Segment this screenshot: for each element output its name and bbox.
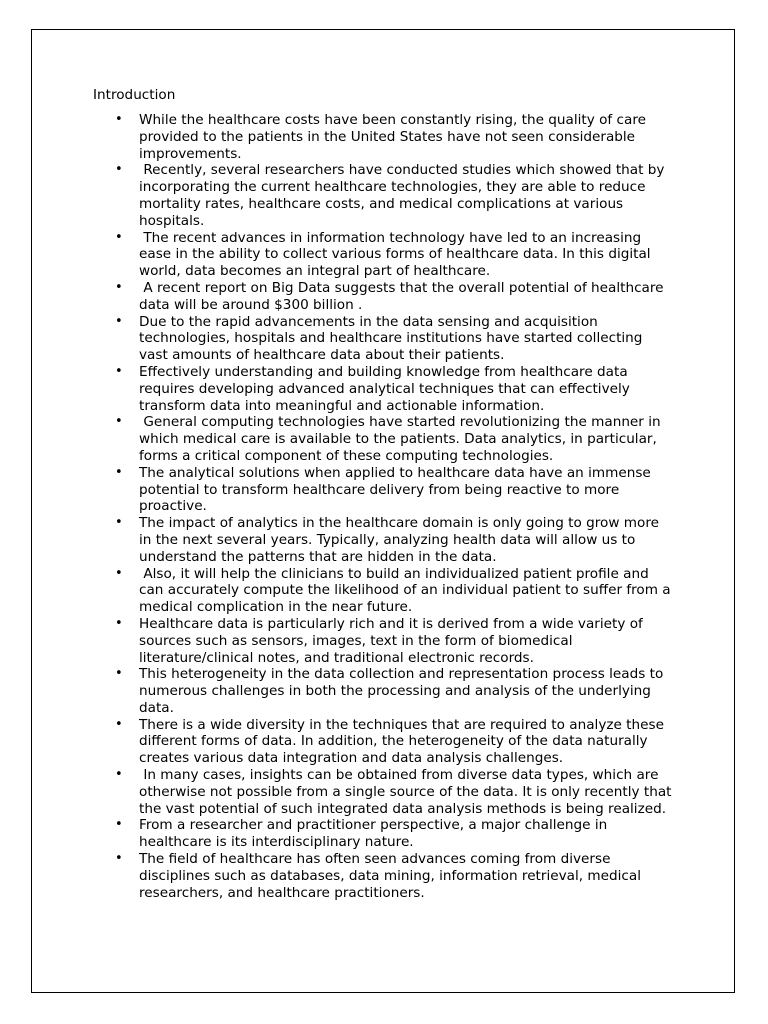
bullet-icon: • <box>115 615 123 631</box>
list-item-text: There is a wide diversity in the techniques that are required to analyze these different forms of data. In addition, the heterogeneity of the data naturally creates various data integration and data analysis challenges. <box>139 716 669 767</box>
list-item-text: A recent report on Big Data suggests that the overall potential of healthcare data will be around $300 billion . <box>139 279 668 313</box>
list-item <box>115 363 675 414</box>
list-item <box>115 515 675 565</box>
list-item <box>115 162 675 229</box>
list-item <box>115 817 675 851</box>
bullet-icon: • <box>115 817 123 833</box>
bullet-icon: • <box>115 363 123 379</box>
bullet-icon: • <box>115 414 123 430</box>
list-item <box>115 615 675 666</box>
list-item-text: The field of healthcare has often seen advances coming from diverse disciplines such as databases, data mining, information retrieval, medical researchers, and healthcare practitioners. <box>139 851 646 901</box>
bullet-icon: • <box>115 464 123 480</box>
list-item <box>115 565 675 616</box>
list-item-text: Effectively understanding and building knowledge from healthcare data requires developing advanced analytical techniques that can effectively transform data into meaningful and actionable information. <box>139 363 635 414</box>
bullet-icon: • <box>115 666 123 682</box>
list-item <box>115 112 675 162</box>
bullet-list <box>115 112 676 901</box>
list-item-text: The analytical solutions when applied to healthcare data have an immense potential to transform healthcare delivery from being reactive to more proactive. <box>139 464 656 515</box>
list-item-text: While the healthcare costs have been constantly rising, the quality of care provided to the patients in the United States have not seen considerable improvements. <box>139 112 651 162</box>
bullet-icon: • <box>115 515 123 531</box>
list-item-text: The impact of analytics in the healthcare domain is only going to grow more in the next several years. Typically, analyzing health data will allow us to understand the patterns that are hidden in the data. <box>139 515 664 565</box>
list-item-text: General computing technologies have started revolutionizing the manner in which medical care is available to the patients. Data analytics, in particular, forms a critical component of these computing technologies. <box>139 414 665 464</box>
list-item-text: Recently, several researchers have conducted studies which showed that by incorporating the current healthcare technologies, they are able to reduce mortality rates, healthcare costs, and medical complications at various hospitals. <box>139 162 669 229</box>
bullet-icon: • <box>115 162 123 178</box>
list-item <box>115 279 675 314</box>
list-item-text: Healthcare data is particularly rich and it is derived from a wide variety of sources such as sensors, images, text in the form of biomedical literature/clinical notes, and traditional electronic records. <box>139 615 648 666</box>
list-item-text: Due to the rapid advancements in the data sensing and acquisition technologies, hospitals and healthcare institutions have started collecting vast amounts of healthcare data about their patients. <box>139 313 647 364</box>
list-item <box>115 767 676 817</box>
list-item-text: This heterogeneity in the data collection and representation process leads to numerous challenges in both the processing and analysis of the underlying data. <box>139 666 668 716</box>
section-heading: Introduction <box>93 87 176 103</box>
list-item-text: Also, it will help the clinicians to build an individualized patient profile and can accurately compute the likelihood of an individual patient to suffer from a medical complication in the near future. <box>139 565 675 616</box>
bullet-icon: • <box>115 767 123 783</box>
list-item-text: The recent advances in information technology have led to an increasing ease in the ability to collect various forms of healthcare data. In this digital world, data becomes an integral part of healthcare. <box>139 229 655 280</box>
list-item <box>115 414 675 464</box>
bullet-icon: • <box>115 112 123 127</box>
list-item <box>115 716 675 767</box>
list-item <box>115 229 675 280</box>
list-item <box>115 666 675 716</box>
bullet-icon: • <box>115 279 123 295</box>
list-item-text: From a researcher and practitioner perspective, a major challenge in healthcare is its interdisciplinary nature. <box>139 817 612 851</box>
list-item <box>115 851 675 901</box>
bullet-icon: • <box>115 851 123 867</box>
bullet-icon: • <box>115 565 123 581</box>
bullet-icon: • <box>115 716 123 732</box>
list-item <box>115 313 675 364</box>
list-item <box>115 464 675 515</box>
list-item-text: In many cases, insights can be obtained from diverse data types, which are otherwise not possible from a single source of the data. It is only recently that the vast potential of such integrated data analysis methods is being realized. <box>139 767 676 817</box>
bullet-icon: • <box>115 229 123 245</box>
bullet-icon: • <box>115 313 123 329</box>
